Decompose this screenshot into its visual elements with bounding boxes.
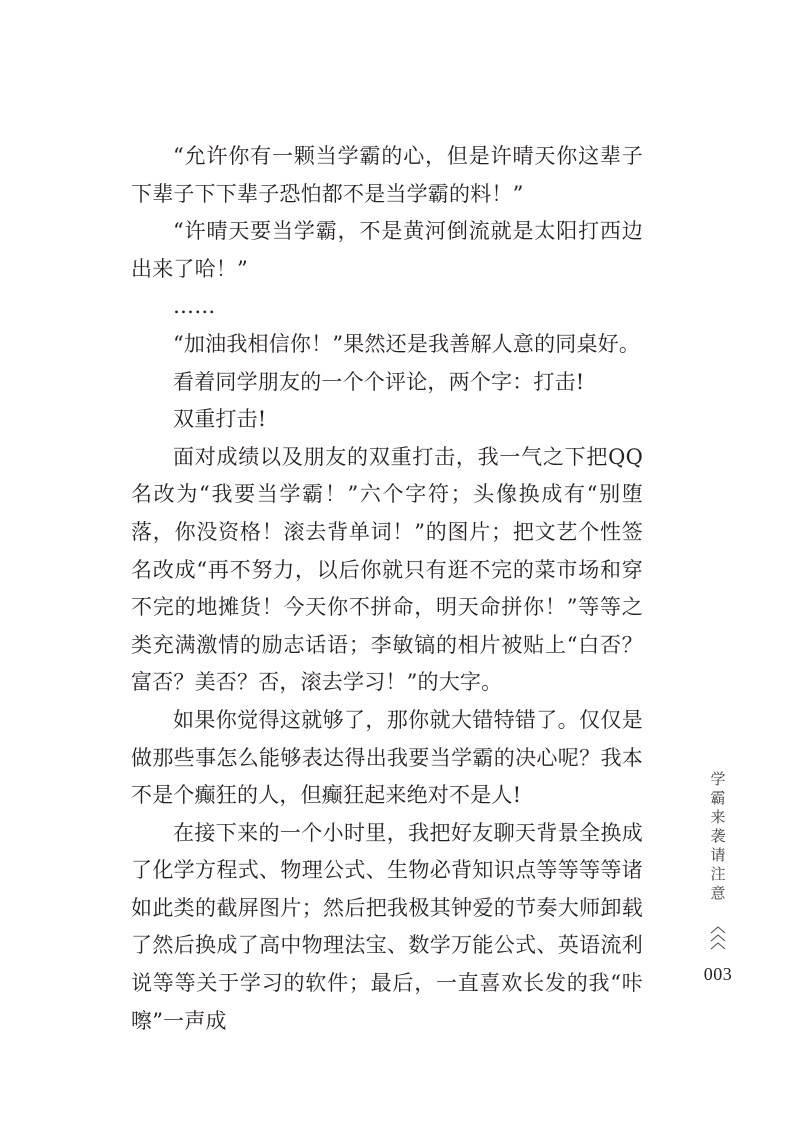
running-sidebar [700, 762, 736, 985]
book-title: 学霸来袭请注意 [708, 770, 727, 904]
paragraph-6: 双重打击! [173, 407, 267, 432]
paragraph-8: 如果你觉得这就够了，那你就大错特错了。仅仅是做那些事怎么能够表达得出我要当学霸的决心呢？我本不是个癫狂的人，但癫狂起来绝对不是人! [131, 707, 643, 808]
paragraph-9: 在接下来的一个小时里，我把好友聊天背景全换成了化学方程式、物理公式、生物必背知识点等等等等诸如此类的截屏图片；然后把我极其钟爱的节奏大师卸载了然后换成了高中物理法宝、数学万能公式、英语流利说等等关于学习的软件；最后，一直喜欢长发的我“咔嚓”一声成 [131, 820, 643, 1033]
paragraph-7: 面对成绩以及朋友的双重打击，我一气之下把QQ名改为“我要当学霸！”六个字符；头像换成有“别堕落，你没资格！滚去背单词！”的图片；把文艺个性签名改成“再不努力，以后你就只有逛不完的菜市场和穿不完的地摊货！今天你不拼命，明天命拼你！”等等之类充满激情的励志话语；李敏镐的相片被贴上“白否？富否？美否？否，滚去学习！”的大字。 [131, 444, 643, 695]
triple-chevron-up-icon [709, 924, 727, 954]
paragraph-5: 看着同学朋友的一个个评论，两个字：打击! [173, 369, 585, 394]
paragraph-1: “允许你有一颗当学霸的心，但是许晴天你这辈子下辈子下下辈子恐怕都不是当学霸的料！” [131, 144, 643, 206]
paragraph-4: “加油我相信你！”果然还是我善解人意的同桌好。 [173, 331, 641, 356]
paragraph-3: …… [173, 294, 216, 319]
paragraph-2: “许晴天要当学霸，不是黄河倒流就是太阳打西边出来了哈！” [131, 219, 643, 281]
body-text [131, 138, 643, 1040]
page-number: 003 [703, 964, 733, 984]
